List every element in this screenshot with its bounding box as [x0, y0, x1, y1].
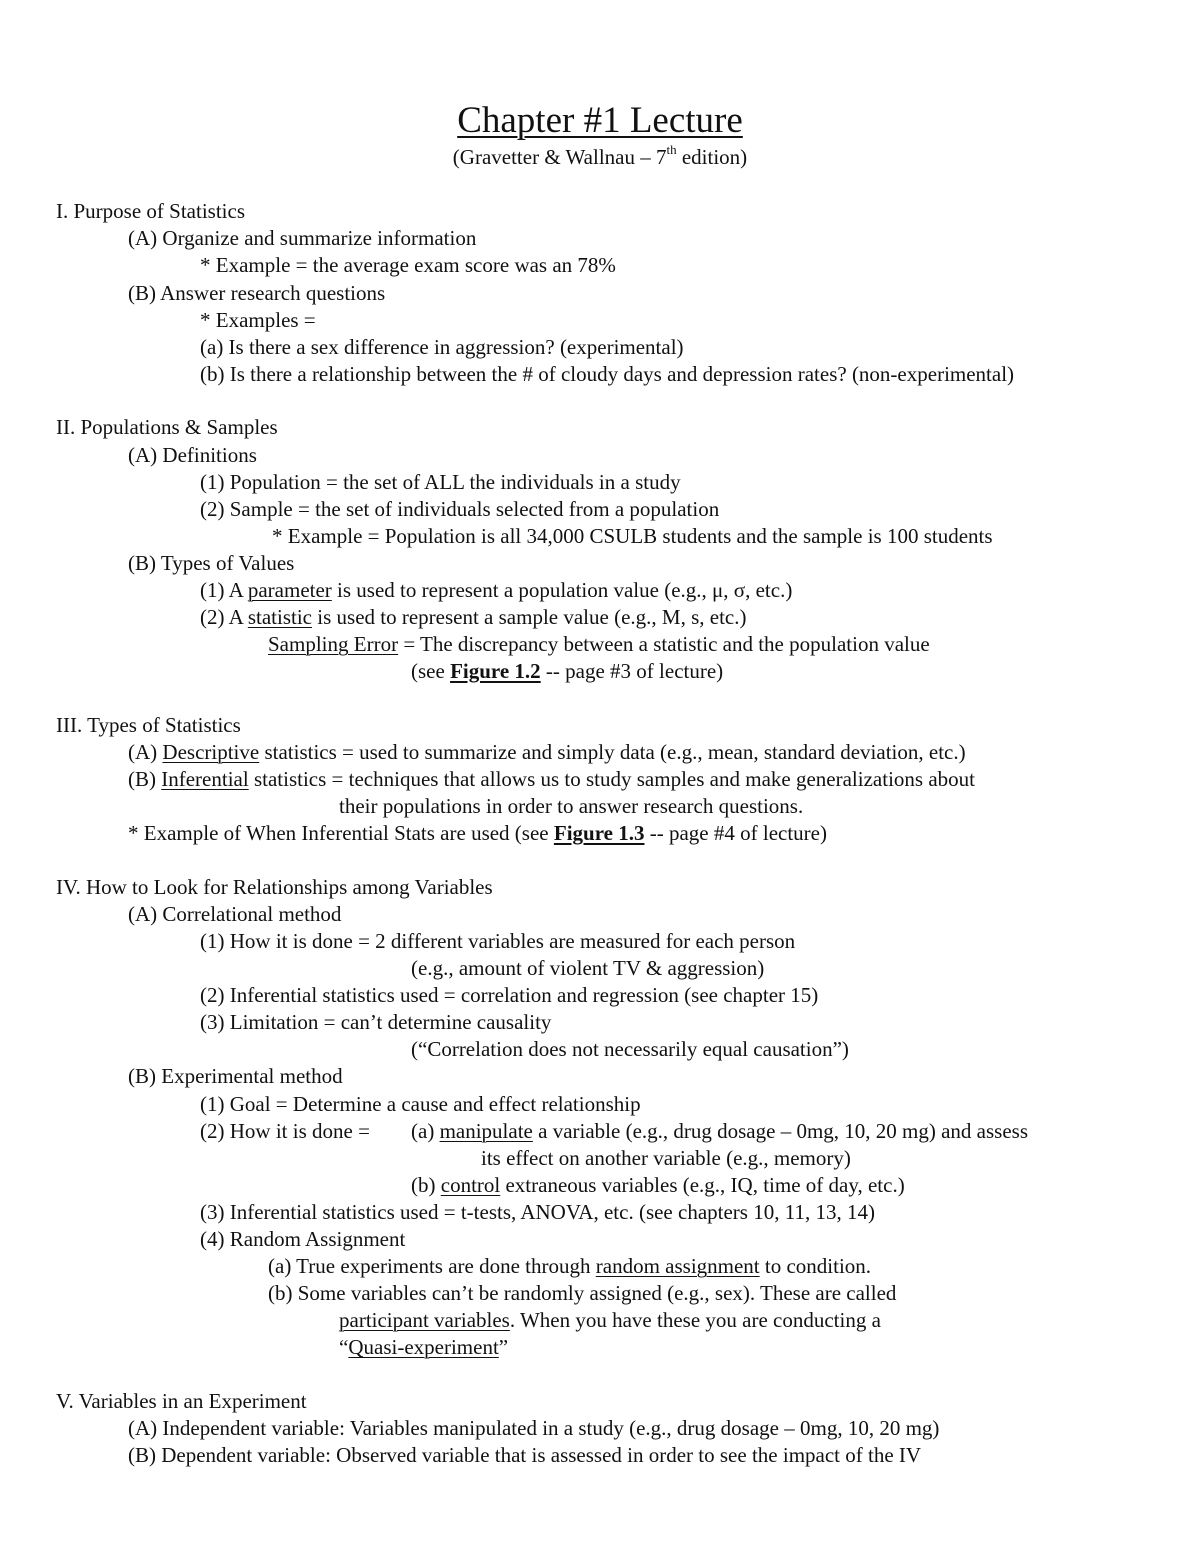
- outline-continuation: its effect on another variable (e.g., memory): [481, 1146, 851, 1170]
- outline-example: (b) Is there a relationship between the # of cloudy days and depression rates? (non-experimental): [200, 362, 1015, 386]
- outline-item: [200, 604, 746, 631]
- text: * Example of When Inferential Stats are used (see: [128, 821, 554, 845]
- outline-item: (A) Independent variable: Variables manipulated in a study (e.g., drug dosage – 0mg, 10, 20 mg): [128, 1416, 940, 1440]
- outline-example: * Example = Population is all 34,000 CSULB students and the sample is 100 students: [272, 524, 993, 548]
- outline-item: (B) Answer research questions: [128, 281, 386, 305]
- outline-item: [268, 1253, 871, 1280]
- outline-item: [411, 1118, 1028, 1145]
- text: (1) A: [200, 578, 248, 602]
- term-inferential: Inferential: [161, 767, 249, 791]
- page-subtitle: [0, 142, 1200, 172]
- outline-item: (b) Some variables can’t be randomly assigned (e.g., sex). These are called: [268, 1281, 897, 1305]
- text: . When you have these you are conducting a: [509, 1308, 881, 1332]
- text: to condition.: [759, 1254, 872, 1278]
- text: extraneous variables (e.g., IQ, time of day, etc.): [500, 1173, 905, 1197]
- term-statistic: statistic: [247, 605, 313, 629]
- subtitle-superscript: th: [666, 142, 677, 157]
- page-title: Chapter #1 Lecture: [457, 100, 743, 141]
- outline-item: (1) Goal = Determine a cause and effect relationship: [200, 1092, 641, 1116]
- outline-item: (A) Correlational method: [128, 902, 342, 926]
- outline-item: (2) Inferential statistics used = correlation and regression (see chapter 15): [200, 983, 819, 1007]
- term-parameter: parameter: [247, 578, 332, 602]
- text: -- page #4 of lecture): [644, 821, 827, 845]
- text: (see: [411, 659, 451, 683]
- section-heading-relationships: IV. How to Look for Relationships among Variables: [56, 875, 493, 899]
- outline-item: [128, 766, 975, 793]
- figure-reference: [411, 658, 723, 685]
- text: “: [339, 1335, 349, 1359]
- outline-example: * Example = the average exam score was an 78%: [200, 253, 616, 277]
- outline-item: (B) Experimental method: [128, 1064, 343, 1088]
- outline-item: (A) Definitions: [128, 443, 257, 467]
- outline-continuation: [339, 1307, 881, 1334]
- section-heading-purpose: I. Purpose of Statistics: [56, 199, 245, 223]
- outline-item: (1) Population = the set of ALL the individuals in a study: [200, 470, 681, 494]
- text: = The discrepancy between a statistic and the population value: [398, 632, 930, 656]
- text: (a): [411, 1119, 440, 1143]
- outline-example: * Examples =: [200, 308, 316, 332]
- term-descriptive: Descriptive: [162, 740, 260, 764]
- text: statistics = techniques that allows us to study samples and make generalizations about: [248, 767, 975, 791]
- outline-item: (2) How it is done =: [200, 1119, 370, 1143]
- text: is used to represent a population value (e.g., μ, σ, etc.): [331, 578, 793, 602]
- outline-item: (3) Limitation = can’t determine causality: [200, 1010, 552, 1034]
- outline-item: (3) Inferential statistics used = t-tests, ANOVA, etc. (see chapters 10, 11, 13, 14): [200, 1200, 875, 1224]
- text: (a) True experiments are done through: [268, 1254, 596, 1278]
- text: ”: [498, 1335, 509, 1359]
- outline-item: (4) Random Assignment: [200, 1227, 406, 1251]
- outline-item: [268, 631, 930, 658]
- outline-continuation: [339, 1334, 508, 1361]
- text: is used to represent a sample value (e.g., M, s, etc.): [312, 605, 747, 629]
- term-control: control: [440, 1173, 501, 1197]
- subtitle-text: (Gravetter & Wallnau – 7: [452, 145, 667, 169]
- outline-continuation: (“Correlation does not necessarily equal causation”): [411, 1037, 849, 1061]
- subtitle-text-end: edition): [676, 145, 748, 169]
- outline-item: [411, 1172, 905, 1199]
- outline-item: (B) Types of Values: [128, 551, 295, 575]
- section-heading-variables: V. Variables in an Experiment: [56, 1389, 307, 1413]
- section-heading-populations: II. Populations & Samples: [56, 415, 278, 439]
- term-sampling-error: Sampling Error: [268, 632, 399, 656]
- outline-item: (A) Organize and summarize information: [128, 226, 477, 250]
- text: (B): [128, 767, 162, 791]
- outline-continuation: (e.g., amount of violent TV & aggression): [411, 956, 765, 980]
- text: (2) A: [200, 605, 248, 629]
- figure-1-3-link: Figure 1.3: [553, 821, 645, 845]
- section-heading-types: III. Types of Statistics: [56, 713, 241, 737]
- outline-example: [128, 820, 827, 847]
- text: statistics = used to summarize and simply data (e.g., mean, standard deviation, etc.): [259, 740, 966, 764]
- outline-example: (a) Is there a sex difference in aggression? (experimental): [200, 335, 684, 359]
- term-manipulate: manipulate: [439, 1119, 533, 1143]
- outline-item: (1) How it is done = 2 different variables are measured for each person: [200, 929, 796, 953]
- term-quasi-experiment: Quasi-experiment: [348, 1335, 499, 1359]
- outline-item: (B) Dependent variable: Observed variable that is assessed in order to see the impact of the IV: [128, 1443, 922, 1467]
- text: (A): [128, 740, 163, 764]
- outline-continuation: their populations in order to answer research questions.: [339, 794, 804, 818]
- term-participant-variables: participant variables: [339, 1308, 510, 1332]
- outline-item: [128, 739, 966, 766]
- outline-item: [200, 577, 792, 604]
- text: (b): [411, 1173, 441, 1197]
- text: -- page #3 of lecture): [540, 659, 724, 683]
- outline-item: (2) Sample = the set of individuals selected from a population: [200, 497, 720, 521]
- term-random-assignment: random assignment: [595, 1254, 760, 1278]
- text: a variable (e.g., drug dosage – 0mg, 10, 20 mg) and assess: [532, 1119, 1029, 1143]
- figure-1-2-link: Figure 1.2: [450, 659, 541, 683]
